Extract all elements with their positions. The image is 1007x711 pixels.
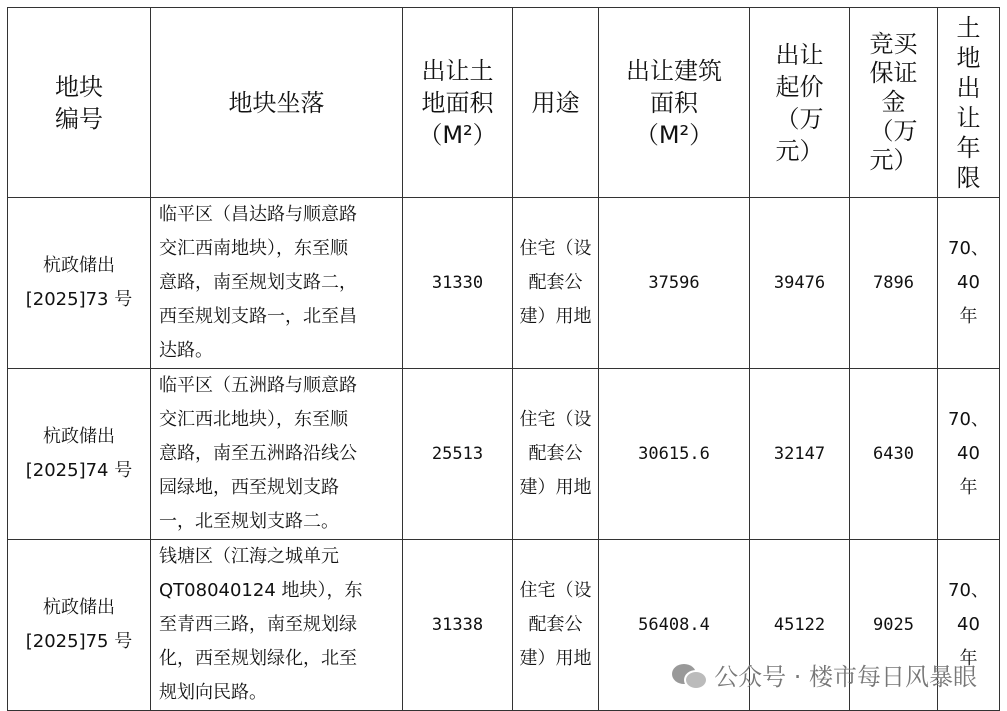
header-row (8, 8, 1000, 198)
land-area-cell: 31330 (403, 198, 513, 369)
header-start-price: 出让 起价 （万 元） (750, 8, 850, 198)
header-building-area: 出让建筑 面积 （M²） (599, 8, 750, 198)
deposit-cell: 7896 (850, 198, 938, 369)
header-term: 土 地 出 让 年 限 (938, 8, 1000, 198)
term-cell: 70、 40 年 (938, 198, 1000, 369)
header-deposit: 竞买 保证 金 （万 元） (850, 8, 938, 198)
use-cell: 住宅（设 配套公 建）用地 (513, 540, 599, 711)
building-area-cell: 56408.4 (599, 540, 750, 711)
building-area-cell: 30615.6 (599, 369, 750, 540)
watermark-text: 公众号 · 楼市每日风暴眼 (714, 663, 977, 691)
watermark (672, 657, 977, 692)
start-price-cell: 39476 (750, 198, 850, 369)
header-use: 用途 (513, 8, 599, 198)
deposit-cell: 9025 (850, 540, 938, 711)
location-cell: 临平区（五洲路与顺意路 交汇西北地块），东至顺 意路，南至五洲路沿线公 园绿地，西至规划支路 一，北至规划支路二。 (151, 369, 403, 540)
location-cell: 钱塘区（江海之城单元 QT08040124 地块），东 至青西三路，南至规划绿 化，西至规划绿化，北至 规划向民路。 (151, 540, 403, 711)
deposit-cell: 6430 (850, 369, 938, 540)
header-location: 地块坐落 (151, 8, 403, 198)
land-area-cell: 31338 (403, 540, 513, 711)
start-price-cell: 45122 (750, 540, 850, 711)
parcel-id-cell: 杭政储出 [2025]75 号 (8, 540, 151, 711)
table-row (8, 198, 1000, 369)
wechat-icon (672, 662, 706, 688)
header-land-area: 出让土 地面积 （M²） (403, 8, 513, 198)
parcel-id-cell: 杭政储出 [2025]73 号 (8, 198, 151, 369)
term-cell: 70、 40 年 (938, 369, 1000, 540)
land-auction-table (7, 7, 1000, 711)
use-cell: 住宅（设 配套公 建）用地 (513, 198, 599, 369)
location-cell: 临平区（昌达路与顺意路 交汇西南地块），东至顺 意路，南至规划支路二， 西至规划支路一，北至昌 达路。 (151, 198, 403, 369)
use-cell: 住宅（设 配套公 建）用地 (513, 369, 599, 540)
start-price-cell: 32147 (750, 369, 850, 540)
parcel-id-cell: 杭政储出 [2025]74 号 (8, 369, 151, 540)
table-row (8, 369, 1000, 540)
header-parcel-id: 地块 编号 (8, 8, 151, 198)
building-area-cell: 37596 (599, 198, 750, 369)
land-area-cell: 25513 (403, 369, 513, 540)
term-cell: 70、 40 年 (938, 540, 1000, 711)
